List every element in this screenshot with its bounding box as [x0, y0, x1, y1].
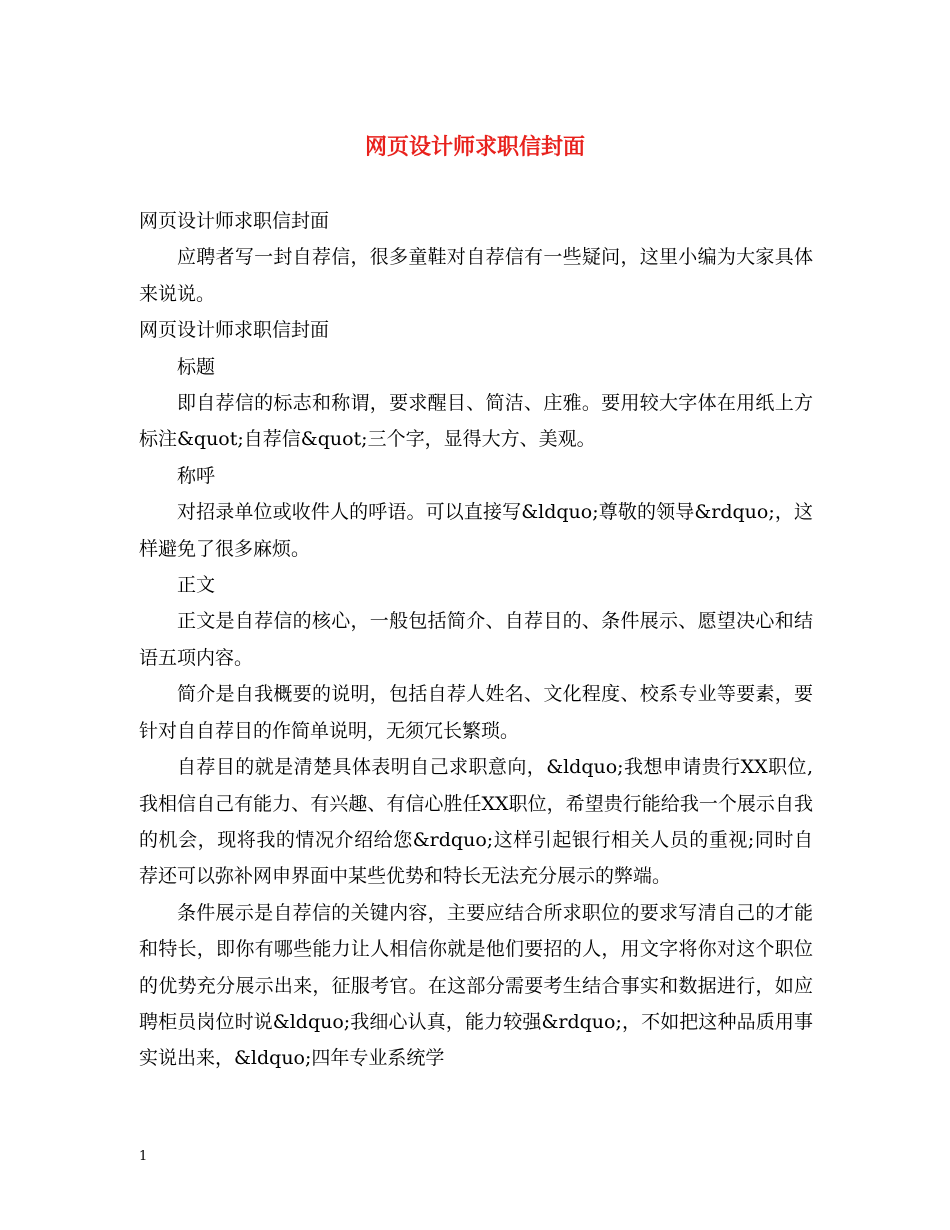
- paragraph: 称呼: [177, 464, 216, 487]
- document-title: 网页设计师求职信封面: [364, 134, 585, 160]
- paragraph: 网页设计师求职信封面: [139, 319, 330, 342]
- paragraph: 简介是自我概要的说明，包括自荐人姓名、文化程度、校系专业等要素，要针对自自荐目的作简单说明，无须冗长繁琐。: [139, 683, 813, 742]
- paragraph: 对招录单位或收件人的呼语。可以直接写&ldquo;尊敬的领导&rdquo;，这样避免了很多麻烦。: [139, 501, 813, 560]
- paragraph: 标题: [177, 355, 216, 378]
- page-number: 1: [139, 1149, 148, 1164]
- paragraph: 即自荐信的标志和称谓，要求醒目、简洁、庄雅。要用较大字体在用纸上方标注&quot;自荐信&quot;三个字，显得大方、美观。: [139, 392, 813, 451]
- paragraph: 网页设计师求职信封面: [139, 210, 330, 232]
- paragraph: 自荐目的就是清楚具体表明自己求职意向，&ldquo;我想申请贵行XX职位,我相信自己有能力、有兴趣、有信心胜任XX职位，希望贵行能给我一个展示自我的机会，现将我的情况介绍给您&rdquo;这样引起银行相关人员的重视;同时自荐还可以弥补网申界面中某些优势和特长无法充分展示的弊端。: [139, 756, 813, 888]
- paragraph: 正文: [177, 574, 216, 597]
- paragraph: 条件展示是自荐信的关键内容，主要应结合所求职位的要求写清自己的才能和特长，即你有哪些能力让人相信你就是他们要招的人，用文字将你对这个职位的优势充分展示出来，征服考官。在这部分需要考生结合事实和数据进行，如应聘柜员岗位时说&ldquo;我细心认真，能力较强&rdquo;，不如把这种品质用事实说出来，&ldquo;四年专业系统学: [139, 901, 813, 1070]
- paragraph: 正文是自荐信的核心，一般包括简介、自荐目的、条件展示、愿望决心和结语五项内容。: [139, 610, 813, 669]
- document-body: [139, 203, 813, 1077]
- paragraph: 应聘者写一封自荐信，很多童鞋对自荐信有一些疑问，这里小编为大家具体来说说。: [139, 246, 813, 305]
